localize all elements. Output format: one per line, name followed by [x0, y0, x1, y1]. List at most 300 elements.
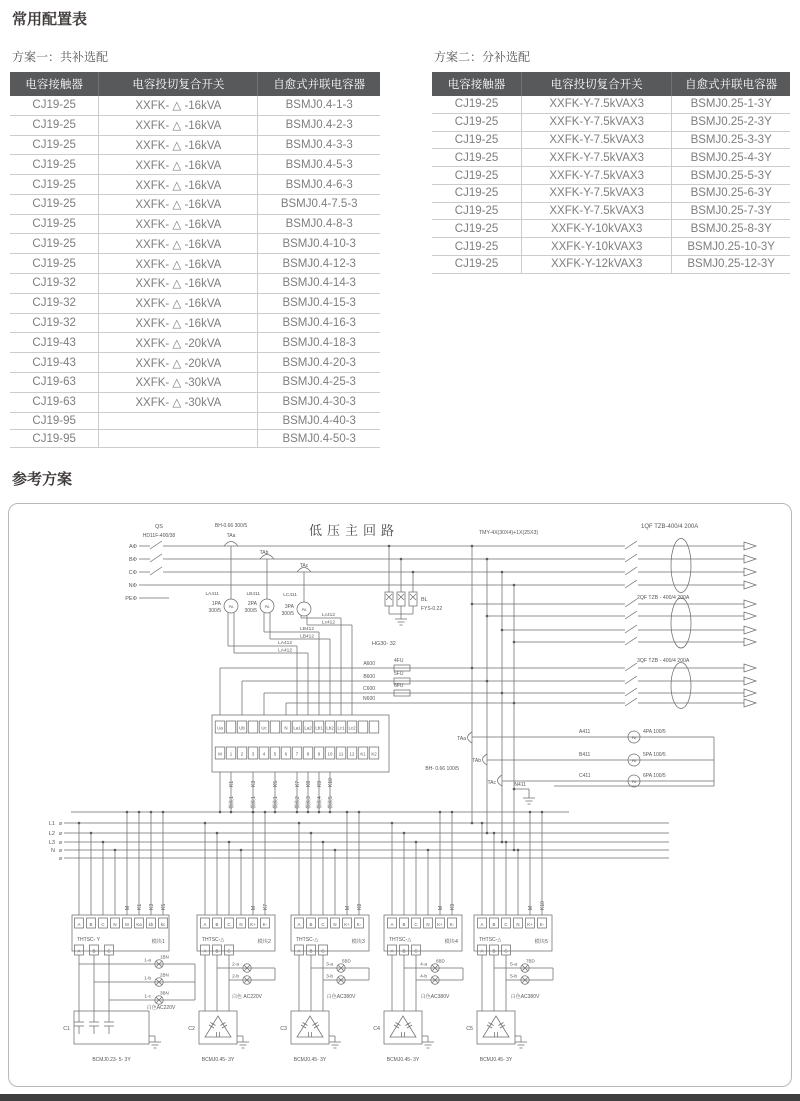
- svg-text:M: M: [125, 905, 131, 910]
- svg-text:2PA: 2PA: [247, 601, 257, 607]
- table-cell: XXFK- △ -16kVA: [99, 234, 258, 254]
- svg-text:M: M: [438, 905, 444, 910]
- svg-text:1: 1: [229, 751, 233, 757]
- svg-text:K+: K+: [344, 921, 350, 927]
- table-cell: BSMJ0.4-7.5-3: [258, 194, 380, 214]
- table-cell: XXFK- △ -16kVA: [99, 274, 258, 294]
- svg-text:LB412: LB412: [300, 627, 314, 632]
- svg-text:7BD: 7BD: [526, 958, 535, 964]
- table-cell: BSMJ0.4-40-3: [258, 412, 380, 430]
- svg-text:B: B: [492, 921, 496, 927]
- svg-text:A: A: [390, 921, 394, 927]
- svg-text:1PA: 1PA: [211, 601, 221, 607]
- bus-label: AΦ: [128, 544, 137, 550]
- table-cell: BSMJ0.25-12-3Y: [672, 256, 790, 274]
- svg-text:TAa: TAa: [457, 736, 466, 742]
- table-cell: BSMJ0.25-3-3Y: [672, 131, 790, 149]
- svg-text:9: 9: [317, 751, 321, 757]
- table-row: [10, 274, 380, 294]
- svg-text:PA: PA: [228, 605, 234, 609]
- svg-text:K9: K9: [450, 903, 456, 910]
- svg-text:B: B: [92, 948, 96, 954]
- svg-text:K5: K5: [273, 780, 279, 787]
- svg-text:2: 2: [240, 751, 244, 757]
- table-row: [10, 234, 380, 254]
- table-cell: CJ19-25: [432, 256, 522, 274]
- table-row: [432, 256, 790, 274]
- table-cell: BSMJ0.25-4-3Y: [672, 149, 790, 167]
- table-row: [432, 167, 790, 185]
- table-cell: CJ19-25: [10, 115, 99, 135]
- lv-bus-label: L3: [48, 840, 55, 846]
- bl-model: FYS-0.22: [421, 606, 443, 612]
- svg-text:3-b: 3-b: [326, 974, 333, 980]
- module-tag: 模块1: [151, 939, 165, 945]
- svg-text:ø: ø: [59, 821, 63, 827]
- svg-text:5-b: 5-b: [510, 974, 517, 980]
- lamp-voltage-label: 白色AC380V: [326, 994, 356, 1000]
- svg-text:3PA: 3PA: [284, 604, 294, 610]
- svg-text:6PA 100/5: 6PA 100/5: [643, 773, 666, 779]
- table-cell: CJ19-95: [10, 430, 99, 448]
- svg-text:C: C: [504, 948, 508, 954]
- svg-text:B: B: [309, 948, 313, 954]
- capacitor-id: C1: [63, 1026, 70, 1032]
- reference-title: 参考方案: [12, 471, 73, 488]
- svg-text:M: M: [528, 905, 534, 910]
- qs-model: HD11F-400/38: [142, 533, 176, 539]
- svg-text:A: A: [77, 948, 81, 954]
- table-cell: XXFK- △ -16kVA: [99, 135, 258, 155]
- table-cell: CJ19-25: [10, 194, 99, 214]
- feeder-label: 1QF TZB-400/4 200A: [641, 524, 699, 530]
- svg-text:K7: K7: [295, 780, 301, 787]
- table-cell: XXFK-Y-7.5kVAX3: [522, 184, 672, 202]
- table-cell: BSMJ0.4-3-3: [258, 135, 380, 155]
- svg-text:K3: K3: [251, 780, 257, 787]
- svg-text:kc: kc: [160, 921, 166, 927]
- svg-text:PA: PA: [631, 736, 637, 740]
- svg-text:A: A: [297, 921, 301, 927]
- table-cell: CJ19-25: [10, 175, 99, 195]
- module-name: THTSC- Y: [77, 937, 100, 943]
- ct-model: BH-0.66 300/5: [214, 523, 248, 529]
- table-cell: CJ19-32: [10, 274, 99, 294]
- svg-text:K1: K1: [229, 780, 235, 787]
- table-row: [432, 202, 790, 220]
- qs-label: QS: [155, 524, 163, 530]
- table-row: [432, 220, 790, 238]
- table-row: [432, 149, 790, 167]
- capacitor-id: C5: [466, 1026, 473, 1032]
- table-cell: BSMJ0.4-8-3: [258, 214, 380, 234]
- table-cell: BSMJ0.4-6-3: [258, 175, 380, 195]
- table-cell: CJ19-25: [432, 238, 522, 256]
- reference-diagram: [9, 504, 789, 1084]
- module-name: THTSC-△: [389, 937, 412, 943]
- table-cell: XXFK- △ -16kVA: [99, 254, 258, 274]
- table-row: [10, 115, 380, 135]
- table-cell: XXFK- △ -30kVA: [99, 392, 258, 412]
- svg-text:A: A: [77, 921, 81, 927]
- table-row: [10, 194, 380, 214]
- table-cell: XXFK- △ -20kVA: [99, 353, 258, 373]
- lamp-voltage-label: 白色 AC220V: [231, 994, 263, 1000]
- column-header: 自愈式并联电容器: [672, 72, 790, 96]
- svg-text:B: B: [309, 921, 313, 927]
- svg-text:Lb1: Lb1: [315, 725, 323, 731]
- svg-text:1BN: 1BN: [160, 954, 169, 960]
- svg-text:B: B: [215, 921, 219, 927]
- table-cell: XXFK- △ -16kVA: [99, 214, 258, 234]
- table-cell: CJ19-25: [10, 96, 99, 115]
- table-cell: CJ19-25: [432, 96, 522, 113]
- table-cell: BSMJ0.4-30-3: [258, 392, 380, 412]
- svg-text:K10: K10: [540, 901, 546, 910]
- svg-text:N: N: [284, 725, 288, 731]
- capacitor-model: BCMJ0.45- 3Y: [201, 1057, 235, 1063]
- svg-text:Lc412: Lc412: [321, 613, 335, 618]
- svg-text:7: 7: [295, 751, 299, 757]
- svg-text:TAc: TAc: [487, 780, 496, 786]
- table-cell: BSMJ0.4-16-3: [258, 313, 380, 333]
- lamp-voltage-label: 白色AC380V: [510, 994, 540, 1000]
- table-cell: BSMJ0.25-8-3Y: [672, 220, 790, 238]
- column-header: 电容接触器: [10, 72, 99, 96]
- table-cell: BSMJ0.4-25-3: [258, 372, 380, 392]
- table-cell: BSMJ0.4-5-3: [258, 155, 380, 175]
- table-row: [432, 113, 790, 131]
- table-cell: CJ19-63: [10, 392, 99, 412]
- n411-label: N411: [514, 782, 526, 788]
- table-cell: BSMJ0.4-2-3: [258, 115, 380, 135]
- svg-text:LC411: LC411: [283, 593, 297, 598]
- svg-text:K1: K1: [137, 903, 143, 910]
- table-cell: XXFK- △ -16kVA: [99, 115, 258, 135]
- lv-bus-label: L2: [48, 831, 55, 837]
- svg-text:N: N: [333, 921, 337, 927]
- lamp-voltage-label: 白色AC220V: [146, 1005, 176, 1011]
- svg-text:C: C: [227, 921, 231, 927]
- svg-text:A: A: [390, 948, 394, 954]
- feeder-label: 2QF TZB - 400/4 200A: [637, 595, 690, 601]
- svg-text:K8: K8: [357, 903, 363, 910]
- table-cell: BSMJ0.4-18-3: [258, 333, 380, 353]
- svg-text:模块1: 模块1: [273, 796, 279, 809]
- svg-text:B: B: [89, 921, 93, 927]
- table-cell: BSMJ0.4-1-3: [258, 96, 380, 115]
- svg-text:5BD: 5BD: [342, 958, 351, 964]
- scheme2-caption: 方案二：分补选配: [434, 50, 531, 64]
- svg-text:M: M: [125, 921, 129, 927]
- capacitor-id: C3: [280, 1026, 287, 1032]
- capacitor-id: C4: [373, 1026, 380, 1032]
- module-name: THTSC-△: [479, 937, 502, 943]
- svg-text:A: A: [480, 921, 484, 927]
- table-cell: XXFK-Y-7.5kVAX3: [522, 149, 672, 167]
- column-header: 电容投切复合开关: [99, 72, 258, 96]
- table-cell: [99, 412, 258, 430]
- table-cell: XXFK- △ -30kVA: [99, 372, 258, 392]
- svg-text:ø: ø: [59, 831, 63, 837]
- svg-text:K10: K10: [328, 778, 334, 787]
- svg-text:Lc2: Lc2: [348, 725, 356, 731]
- table-row: [10, 155, 380, 175]
- table-cell: BSMJ0.4-10-3: [258, 234, 380, 254]
- svg-text:C600: C600: [363, 686, 375, 692]
- bus-label: NΦ: [128, 583, 137, 589]
- svg-text:Uc: Uc: [261, 725, 267, 731]
- svg-text:1-c: 1-c: [144, 994, 151, 1000]
- table-cell: BSMJ0.25-1-3Y: [672, 96, 790, 113]
- svg-text:LA411: LA411: [205, 592, 219, 597]
- table-cell: XXFK-Y-12kVAX3: [522, 256, 672, 274]
- table-cell: CJ19-25: [432, 202, 522, 220]
- svg-text:11: 11: [338, 751, 344, 757]
- svg-text:4: 4: [262, 751, 266, 757]
- svg-text:模块2: 模块2: [295, 796, 301, 809]
- svg-text:300/5: 300/5: [208, 608, 221, 614]
- module-tag: 模块2: [257, 939, 271, 945]
- table-cell: BSMJ0.25-5-3Y: [672, 167, 790, 185]
- table-cell: CJ19-32: [10, 293, 99, 313]
- svg-text:C: C: [321, 948, 325, 954]
- table-cell: CJ19-25: [432, 167, 522, 185]
- table-cell: CJ19-25: [432, 113, 522, 131]
- svg-text:12: 12: [349, 751, 355, 757]
- table-cell: CJ19-95: [10, 412, 99, 430]
- svg-text:6: 6: [284, 751, 288, 757]
- svg-text:C: C: [107, 948, 111, 954]
- table-row: [10, 135, 380, 155]
- table-cell: XXFK- △ -16kVA: [99, 155, 258, 175]
- svg-text:A: A: [297, 948, 301, 954]
- table-cell: CJ19-43: [10, 353, 99, 373]
- svg-text:K1: K1: [360, 751, 366, 757]
- svg-text:A411: A411: [579, 729, 591, 735]
- table-cell: BSMJ0.25-6-3Y: [672, 184, 790, 202]
- svg-text:K5: K5: [161, 903, 167, 910]
- fuse-block-name: HG30- 32: [372, 641, 396, 647]
- svg-text:M: M: [251, 905, 257, 910]
- svg-text:模块1: 模块1: [229, 796, 235, 809]
- svg-text:N: N: [426, 921, 430, 927]
- svg-text:A: A: [480, 948, 484, 954]
- capacitor-model: BCMJ0.45- 3Y: [479, 1057, 513, 1063]
- ct2-model: BH- 0.66 100/5: [425, 766, 459, 772]
- table-row: [10, 412, 380, 430]
- svg-text:A: A: [203, 921, 207, 927]
- svg-text:300/5: 300/5: [244, 608, 257, 614]
- column-header: 自愈式并联电容器: [258, 72, 380, 96]
- table-cell: BSMJ0.25-2-3Y: [672, 113, 790, 131]
- busbar-spec: TMY-4X(30X4)+1X(25X3): [479, 530, 539, 536]
- column-header: 电容接触器: [432, 72, 522, 96]
- table-cell: XXFK- △ -16kVA: [99, 96, 258, 115]
- table-cell: CJ19-32: [10, 313, 99, 333]
- svg-text:A: A: [203, 948, 207, 954]
- table-row: [10, 175, 380, 195]
- table-row: [10, 372, 380, 392]
- diagram-frame: [8, 503, 792, 1087]
- svg-text:LA412: LA412: [278, 641, 292, 646]
- table-cell: BSMJ0.4-50-3: [258, 430, 380, 448]
- table-cell: XXFK-Y-7.5kVAX3: [522, 113, 672, 131]
- svg-text:模块3: 模块3: [306, 796, 312, 809]
- svg-text:5PA 100/5: 5PA 100/5: [643, 752, 666, 758]
- table-cell: XXFK-Y-10kVAX3: [522, 220, 672, 238]
- table-row: [10, 392, 380, 412]
- svg-text:LB412: LB412: [300, 634, 314, 640]
- lv-bus-label: L1: [48, 821, 55, 827]
- svg-text:1-a: 1-a: [144, 958, 151, 964]
- svg-text:6FU: 6FU: [394, 683, 404, 689]
- svg-text:C: C: [321, 921, 325, 927]
- table-row: [432, 184, 790, 202]
- svg-text:N: N: [516, 921, 520, 927]
- capacitor-id: C2: [188, 1026, 195, 1032]
- svg-text:4-b: 4-b: [420, 974, 427, 980]
- svg-text:8: 8: [306, 751, 310, 757]
- table-row: [10, 293, 380, 313]
- capacitor-model: BCMJ0.45- 3Y: [293, 1057, 327, 1063]
- svg-text:PA: PA: [631, 759, 637, 763]
- svg-text:C: C: [504, 921, 508, 927]
- table-row: [10, 313, 380, 333]
- table-cell: CJ19-43: [10, 333, 99, 353]
- table-cell: BSMJ0.4-12-3: [258, 254, 380, 274]
- module-tag: 模块5: [534, 939, 548, 945]
- svg-text:K8: K8: [306, 780, 312, 787]
- ct-tab: TAb: [259, 550, 269, 556]
- table-cell: BSMJ0.4-20-3: [258, 353, 380, 373]
- svg-text:模块5: 模块5: [328, 796, 334, 809]
- table-cell: CJ19-25: [432, 184, 522, 202]
- svg-text:10: 10: [327, 751, 333, 757]
- svg-text:La1: La1: [293, 725, 301, 731]
- svg-text:5: 5: [273, 751, 277, 757]
- svg-text:2-b: 2-b: [232, 974, 239, 980]
- svg-text:2BN: 2BN: [160, 972, 169, 978]
- bus-label: BΦ: [128, 557, 137, 563]
- svg-text:3-a: 3-a: [326, 962, 333, 968]
- table-row: [10, 430, 380, 448]
- svg-text:模块4: 模块4: [317, 796, 323, 809]
- table-cell: XXFK-Y-7.5kVAX3: [522, 131, 672, 149]
- lv-bus-label: N: [51, 848, 55, 854]
- ct-tac: TAc: [299, 563, 309, 569]
- table-cell: XXFK-Y-7.5kVAX3: [522, 167, 672, 185]
- module-tag: 模块3: [351, 939, 365, 945]
- svg-text:K3: K3: [149, 903, 155, 910]
- svg-text:K+: K+: [527, 921, 533, 927]
- svg-text:3: 3: [251, 751, 255, 757]
- svg-text:LA412: LA412: [278, 648, 292, 654]
- table-cell: XXFK- △ -16kVA: [99, 313, 258, 333]
- table-cell: BSMJ0.4-14-3: [258, 274, 380, 294]
- table-cell: BSMJ0.25-7-3Y: [672, 202, 790, 220]
- svg-text:1-b: 1-b: [144, 976, 151, 982]
- svg-text:N600: N600: [363, 696, 375, 702]
- svg-text:4-a: 4-a: [420, 962, 427, 968]
- table-cell: CJ19-25: [432, 220, 522, 238]
- svg-text:B: B: [215, 948, 219, 954]
- svg-text:300/5: 300/5: [281, 611, 294, 617]
- module-name: THTSC-△: [296, 937, 319, 943]
- svg-text:M: M: [345, 905, 351, 910]
- svg-text:K+: K+: [437, 921, 443, 927]
- svg-text:B: B: [402, 948, 406, 954]
- column-header: 电容投切复合开关: [522, 72, 672, 96]
- svg-text:C411: C411: [579, 773, 591, 779]
- table-cell: BSMJ0.4-15-3: [258, 293, 380, 313]
- table-row: [432, 238, 790, 256]
- table-cell: CJ19-25: [432, 149, 522, 167]
- table-cell: CJ19-25: [10, 254, 99, 274]
- svg-text:6BD: 6BD: [436, 958, 445, 964]
- svg-text:4PA 100/5: 4PA 100/5: [643, 729, 666, 735]
- table-cell: XXFK- △ -16kVA: [99, 293, 258, 313]
- svg-text:K+: K+: [250, 921, 256, 927]
- svg-text:TAb: TAb: [472, 758, 481, 764]
- svg-text:K-: K-: [449, 921, 455, 927]
- svg-text:Lc1: Lc1: [337, 725, 345, 731]
- svg-text:PA: PA: [301, 608, 307, 612]
- svg-text:K-: K-: [356, 921, 362, 927]
- svg-text:K7: K7: [263, 903, 269, 910]
- svg-text:B411: B411: [579, 752, 591, 758]
- svg-text:LB411: LB411: [246, 592, 260, 597]
- ct-taa: TAa: [226, 533, 236, 539]
- svg-text:M: M: [218, 751, 222, 757]
- svg-text:N: N: [113, 921, 117, 927]
- capacitor-model: BCMJ0.23- 5- 3Y: [92, 1057, 131, 1063]
- svg-text:Ua: Ua: [217, 725, 223, 731]
- table-row: [10, 254, 380, 274]
- table-cell: CJ19-63: [10, 372, 99, 392]
- table-cell: CJ19-25: [10, 214, 99, 234]
- table-row: [432, 96, 790, 113]
- svg-text:3BN: 3BN: [160, 990, 169, 996]
- table-cell: XXFK- △ -16kVA: [99, 194, 258, 214]
- table-row: [10, 96, 380, 115]
- svg-text:kb: kb: [148, 921, 154, 927]
- svg-text:Ub: Ub: [239, 725, 245, 731]
- table-cell: XXFK- △ -20kVA: [99, 333, 258, 353]
- svg-text:ø: ø: [59, 856, 63, 862]
- table-cell: CJ19-25: [10, 155, 99, 175]
- scheme1-table: [10, 72, 380, 448]
- svg-text:Lb2: Lb2: [326, 725, 334, 731]
- bus-label: PEΦ: [125, 596, 137, 602]
- module-tag: 模块4: [444, 939, 458, 945]
- svg-text:2-a: 2-a: [232, 962, 239, 968]
- svg-text:C: C: [414, 948, 418, 954]
- svg-text:Ka: Ka: [136, 921, 142, 927]
- page-title: 常用配置表: [12, 11, 88, 28]
- table-cell: [99, 430, 258, 448]
- svg-text:C: C: [227, 948, 231, 954]
- capacitor-model: BCMJ0.45- 3Y: [386, 1057, 420, 1063]
- lamp-voltage-label: 白色AC380V: [420, 994, 450, 1000]
- svg-text:C: C: [414, 921, 418, 927]
- scheme1-caption: 方案一：共补选配: [12, 50, 109, 64]
- svg-text:N: N: [239, 921, 243, 927]
- svg-text:PA: PA: [264, 605, 270, 609]
- svg-text:5FU: 5FU: [394, 671, 404, 677]
- table-row: [10, 333, 380, 353]
- table-row: [10, 353, 380, 373]
